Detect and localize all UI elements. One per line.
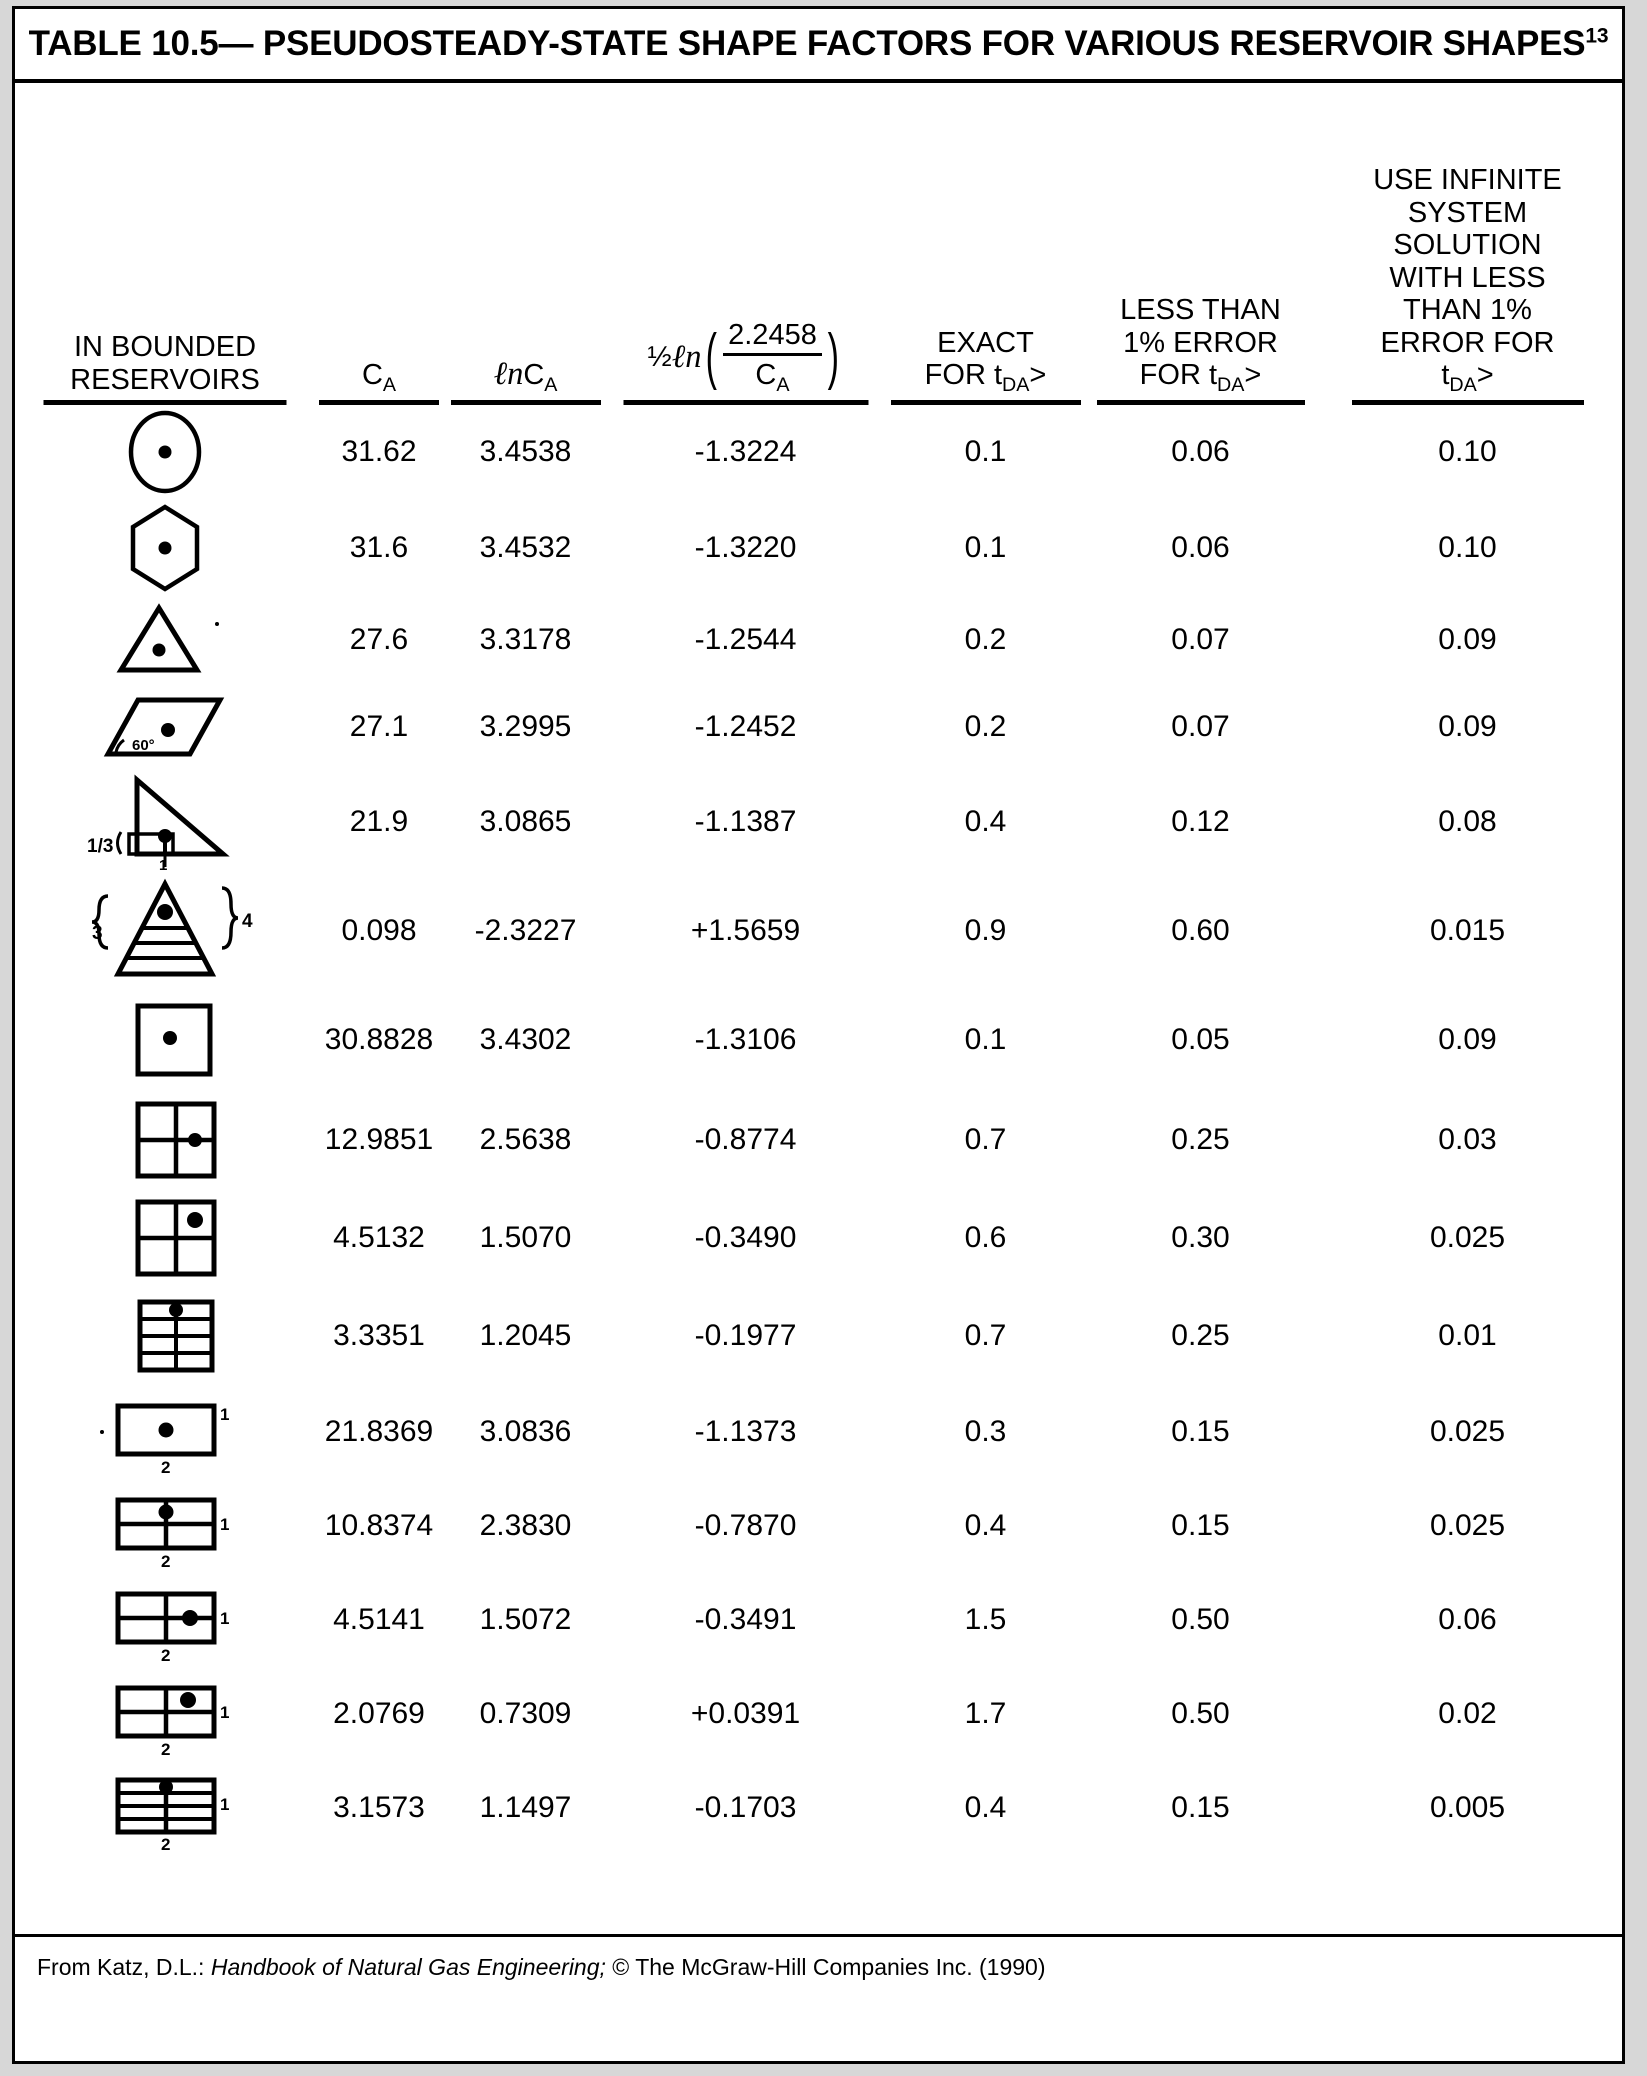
column-header-exact — [883, 327, 1088, 405]
svg-text:1: 1 — [220, 1795, 230, 1814]
cell-halfln: -0.1703 — [694, 1791, 797, 1824]
right-paren-icon: ) — [827, 321, 839, 391]
cell-less1pct: 0.07 — [1171, 710, 1230, 743]
column-header-less1pct — [1088, 294, 1313, 405]
shape-rect-2x1-well-center-icon — [15, 1388, 315, 1476]
table-row — [15, 1091, 1622, 1189]
cell-less1pct: 0.30 — [1171, 1221, 1230, 1254]
cell-exact: 0.4 — [964, 805, 1007, 838]
table-row — [15, 405, 1622, 499]
cell-infinite: 0.08 — [1438, 805, 1497, 838]
cell-infinite: 0.09 — [1438, 1023, 1497, 1056]
column-header-shape-line1: IN BOUNDED — [73, 331, 257, 364]
cell-less1pct: 0.15 — [1171, 1509, 1230, 1542]
table-row — [15, 1667, 1622, 1761]
cell-halfln: -0.7870 — [694, 1509, 797, 1542]
shape-circle-with-well-center-icon — [15, 408, 315, 496]
cell-halfln: -0.8774 — [694, 1123, 797, 1156]
shape-hexagon-with-well-center-icon — [15, 502, 315, 594]
halfln-fraction — [723, 319, 822, 396]
cell-less1pct: 0.07 — [1171, 623, 1230, 656]
column-header-ca — [315, 359, 443, 405]
column-header-infinite-line3: SOLUTION — [1393, 229, 1542, 262]
page-title — [29, 24, 1609, 64]
halfln-ell: ℓn — [671, 339, 702, 376]
column-header-lnca-prefix: ℓn — [493, 356, 524, 393]
halfln-denominator — [750, 356, 794, 396]
cell-halfln: -1.3220 — [694, 531, 797, 564]
cell-lnca: 2.3830 — [479, 1509, 572, 1542]
cell-infinite: 0.03 — [1438, 1123, 1497, 1156]
svg-text:3: 3 — [92, 923, 103, 944]
cell-lnca: 3.4302 — [479, 1023, 572, 1056]
cell-less1pct: 0.50 — [1171, 1603, 1230, 1636]
table-source-band — [15, 1934, 1622, 1998]
table-row — [15, 1573, 1622, 1667]
column-header-infinite-line4: WITH LESS — [1389, 261, 1546, 294]
cell-exact: 0.1 — [964, 435, 1007, 468]
cell-less1pct: 0.60 — [1171, 914, 1230, 947]
shape-square-quadrants-well-upper-right-icon — [15, 1194, 315, 1282]
column-header-less-line3: FOR t — [1139, 359, 1218, 392]
column-header-shape — [15, 331, 315, 405]
cell-infinite: 0.025 — [1429, 1415, 1506, 1448]
cell-infinite: 0.015 — [1429, 914, 1506, 947]
column-header-ca-subscript: A — [382, 373, 397, 396]
cell-ca: 10.8374 — [324, 1509, 434, 1542]
cell-lnca: 1.2045 — [479, 1319, 572, 1352]
cell-ca: 21.9 — [349, 805, 409, 838]
shape-square-with-well-center-icon — [15, 994, 315, 1086]
table-title-band — [15, 9, 1622, 83]
cell-halfln: -1.2452 — [694, 710, 797, 743]
cell-exact: 1.7 — [964, 1697, 1007, 1730]
shape-rect-2x1-quadrants-well-upper-right-icon — [15, 1670, 315, 1758]
column-header-exact-gt: > — [1029, 359, 1047, 392]
cell-exact: 0.3 — [964, 1415, 1007, 1448]
cell-ca: 31.62 — [341, 435, 417, 468]
cell-exact: 0.1 — [964, 1023, 1007, 1056]
cell-lnca: 2.5638 — [479, 1123, 572, 1156]
column-header-exact-line1: EXACT — [937, 326, 1034, 359]
cell-ca: 31.6 — [349, 531, 409, 564]
shape-equilateral-triangle-with-well-center-icon — [15, 602, 315, 678]
shape-square-quadrants-well-mid-right-icon — [15, 1096, 315, 1184]
cell-lnca: 0.7309 — [479, 1697, 572, 1730]
table-row — [15, 1479, 1622, 1573]
cell-lnca: 3.2995 — [479, 710, 572, 743]
cell-exact: 0.1 — [964, 531, 1007, 564]
cell-infinite: 0.02 — [1438, 1697, 1497, 1730]
table-title-superscript: 13 — [1585, 24, 1609, 48]
cell-halfln: -0.3491 — [694, 1603, 797, 1636]
column-header-lnca-symbol: C — [523, 359, 545, 392]
cell-exact: 0.6 — [964, 1221, 1007, 1254]
svg-text:4: 4 — [242, 911, 253, 932]
cell-exact: 0.2 — [964, 623, 1007, 656]
column-header-lnca — [443, 356, 608, 405]
table-row — [15, 873, 1622, 989]
halfln-denominator-subscript: A — [776, 373, 790, 396]
cell-lnca: 3.3178 — [479, 623, 572, 656]
cell-infinite: 0.10 — [1438, 531, 1497, 564]
cell-infinite: 0.09 — [1438, 710, 1497, 743]
cell-exact: 0.4 — [964, 1509, 1007, 1542]
svg-text:1: 1 — [159, 857, 168, 870]
cell-halfln: -0.1977 — [694, 1319, 797, 1352]
cell-exact: 0.7 — [964, 1319, 1007, 1352]
shape-tall-triangle-3-by-4-well-apex-icon — [15, 876, 315, 986]
halfln-expression — [648, 319, 844, 396]
table-row — [15, 1761, 1622, 1855]
cell-less1pct: 0.15 — [1171, 1415, 1230, 1448]
cell-lnca: 3.4538 — [479, 435, 572, 468]
column-header-infinite-line2: SYSTEM — [1407, 196, 1528, 229]
table-row — [15, 771, 1622, 873]
table-row — [15, 1189, 1622, 1287]
source-book-title: Handbook of Natural Gas Engineering; — [210, 1954, 606, 1980]
cell-ca: 12.9851 — [324, 1123, 434, 1156]
shape-rect-2x1-halves-well-center-top-icon — [15, 1482, 315, 1570]
cell-infinite: 0.06 — [1438, 1603, 1497, 1636]
header-rule-less1pct — [1097, 400, 1305, 405]
table-header-row — [15, 83, 1622, 405]
cell-less1pct: 0.06 — [1171, 435, 1230, 468]
cell-less1pct: 0.15 — [1171, 1791, 1230, 1824]
table-row — [15, 989, 1622, 1091]
table-rows — [15, 405, 1622, 1855]
cell-ca: 27.1 — [349, 710, 409, 743]
cell-ca: 27.6 — [349, 623, 409, 656]
cell-halfln: -1.2544 — [694, 623, 797, 656]
table-container — [12, 6, 1625, 2064]
column-header-exact-line2: FOR t — [924, 359, 1003, 392]
table-row — [15, 597, 1622, 683]
column-header-infinite-line7: t — [1441, 359, 1450, 392]
cell-exact: 0.4 — [964, 1791, 1007, 1824]
source-prefix: From Katz, D.L.: — [37, 1954, 211, 1980]
cell-infinite: 0.09 — [1438, 623, 1497, 656]
shape-rect-2x1-striped-well-top-center-icon — [15, 1764, 315, 1852]
column-header-infinite-line5: THAN 1% — [1403, 294, 1532, 327]
svg-text:1/3: 1/3 — [87, 836, 114, 857]
svg-text:2: 2 — [161, 1835, 171, 1852]
cell-infinite: 0.005 — [1429, 1791, 1506, 1824]
column-header-less-subscript: DA — [1217, 373, 1245, 396]
cell-exact: 0.2 — [964, 710, 1007, 743]
cell-ca: 0.098 — [341, 914, 417, 947]
header-rule-shape — [44, 400, 287, 405]
cell-lnca: 1.5070 — [479, 1221, 572, 1254]
shape-right-triangle-well-one-third-icon — [15, 774, 315, 870]
table-row — [15, 499, 1622, 597]
column-header-infinite-line6: ERROR FOR — [1380, 326, 1555, 359]
shape-rhombus-60deg-with-well-center-icon — [15, 688, 315, 766]
svg-text:1: 1 — [220, 1703, 230, 1722]
halfln-denominator-symbol: C — [755, 359, 777, 392]
cell-ca: 30.8828 — [324, 1023, 434, 1056]
column-header-infinite-subscript: DA — [1449, 373, 1477, 396]
svg-text:1: 1 — [220, 1515, 230, 1534]
cell-halfln: -1.3224 — [694, 435, 797, 468]
cell-ca: 3.1573 — [333, 1791, 425, 1824]
cell-halfln: -1.1373 — [694, 1415, 797, 1448]
halfln-half: ½ — [647, 341, 672, 374]
cell-exact: 0.7 — [964, 1123, 1007, 1156]
cell-halfln: -1.3106 — [694, 1023, 797, 1056]
header-rule-ca — [319, 400, 439, 405]
svg-text:1: 1 — [220, 1405, 230, 1424]
column-header-infinite — [1313, 164, 1622, 405]
table-row — [15, 1287, 1622, 1385]
cell-lnca: -2.3227 — [474, 914, 577, 947]
column-header-shape-line2: RESERVOIRS — [70, 363, 260, 396]
cell-halfln: +0.0391 — [690, 1697, 801, 1730]
header-rule-lnca — [451, 400, 601, 405]
cell-lnca: 3.0865 — [479, 805, 572, 838]
column-header-lnca-subscript: A — [544, 373, 558, 396]
cell-exact: 0.9 — [964, 914, 1007, 947]
column-header-infinite-line1: USE INFINITE — [1373, 164, 1562, 197]
cell-infinite: 0.025 — [1429, 1509, 1506, 1542]
cell-halfln: -1.1387 — [694, 805, 797, 838]
cell-less1pct: 0.06 — [1171, 531, 1230, 564]
cell-ca: 4.5132 — [333, 1221, 425, 1254]
cell-less1pct: 0.50 — [1171, 1697, 1230, 1730]
column-header-exact-subscript: DA — [1002, 373, 1030, 396]
cell-exact: 1.5 — [964, 1603, 1007, 1636]
cell-lnca: 1.1497 — [479, 1791, 572, 1824]
svg-text:2: 2 — [161, 1552, 171, 1570]
table-row — [15, 683, 1622, 771]
cell-ca: 21.8369 — [324, 1415, 434, 1448]
header-rule-halfln — [623, 400, 868, 405]
cell-ca: 2.0769 — [333, 1697, 425, 1730]
table-row — [15, 1385, 1622, 1479]
header-rule-infinite — [1352, 400, 1584, 405]
svg-text:1: 1 — [220, 1609, 230, 1628]
svg-text:2: 2 — [161, 1458, 171, 1476]
svg-text:2: 2 — [161, 1740, 171, 1758]
table-body — [15, 83, 1622, 1998]
column-header-ca-symbol: C — [361, 359, 383, 392]
cell-less1pct: 0.12 — [1171, 805, 1230, 838]
cell-infinite: 0.01 — [1438, 1319, 1497, 1352]
source-citation — [15, 1954, 1046, 1981]
cell-lnca: 1.5072 — [479, 1603, 572, 1636]
cell-less1pct: 0.25 — [1171, 1319, 1230, 1352]
source-suffix: © The McGraw-Hill Companies Inc. (1990) — [605, 1954, 1046, 1980]
column-header-halfln — [608, 319, 883, 405]
table-title-text: TABLE 10.5— PSEUDOSTEADY-STATE SHAPE FACTORS FOR VARIOUS RESERVOIR SHAPES — [28, 24, 1586, 63]
left-paren-icon: ( — [706, 321, 718, 391]
shape-square-striped-well-top-icon — [15, 1294, 315, 1378]
cell-ca: 4.5141 — [333, 1603, 425, 1636]
column-header-infinite-gt: > — [1476, 359, 1494, 392]
halfln-numerator: 2.2458 — [728, 318, 817, 351]
column-header-less-line1: LESS THAN — [1120, 294, 1281, 327]
cell-less1pct: 0.25 — [1171, 1123, 1230, 1156]
cell-lnca: 3.0836 — [479, 1415, 572, 1448]
svg-text:2: 2 — [161, 1646, 171, 1664]
column-header-less-line2: 1% ERROR — [1123, 326, 1278, 359]
column-header-less-gt: > — [1244, 359, 1262, 392]
header-rule-exact — [891, 400, 1081, 405]
cell-infinite: 0.025 — [1429, 1221, 1506, 1254]
svg-text:60°: 60° — [132, 737, 155, 754]
cell-less1pct: 0.05 — [1171, 1023, 1230, 1056]
cell-ca: 3.3351 — [333, 1319, 425, 1352]
cell-halfln: +1.5659 — [690, 914, 801, 947]
cell-halfln: -0.3490 — [694, 1221, 797, 1254]
cell-infinite: 0.10 — [1438, 435, 1497, 468]
cell-lnca: 3.4532 — [479, 531, 572, 564]
shape-rect-2x1-quadrants-well-mid-right-icon — [15, 1576, 315, 1664]
